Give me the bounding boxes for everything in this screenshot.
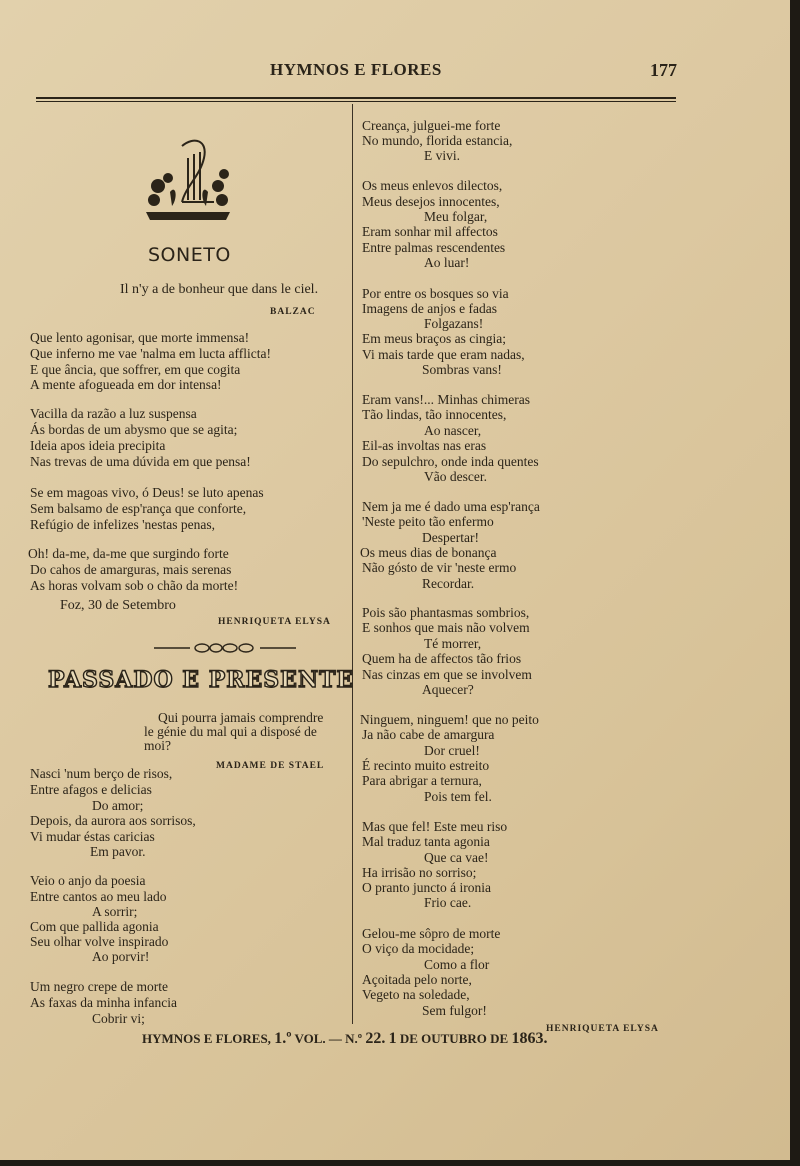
footer-journal: HYMNOS E FLORES, [142, 1031, 271, 1046]
passado-line: Do sepulchro, onde inda quentes [362, 454, 539, 469]
passado-line: Em meus braços as cingia; [362, 331, 506, 346]
harp-emblem-icon [142, 136, 234, 224]
soneto-line: Que inferno me vae 'nalma em lucta afflicta! [30, 346, 271, 361]
soneto-line: Do cahos de amarguras, mais serenas [30, 562, 232, 577]
passado-line: Imagens de anjos e fadas [362, 301, 497, 316]
passado-line: Ja não cabe de amargura [362, 727, 495, 742]
footer-date-text: DE OUTUBRO DE [399, 1031, 509, 1046]
soneto-line: Ideia apos ideia precipita [30, 438, 166, 453]
passado-line: Ha irrisão no sorriso; [362, 865, 477, 880]
soneto-line: E que ância, que soffrer, em que cogita [30, 362, 241, 377]
passado-line: No mundo, florida estancia, [362, 133, 513, 148]
soneto-epigraph: Il n'y a de bonheur que dans le ciel. [120, 282, 319, 297]
soneto-place-date: Foz, 30 de Setembro [60, 598, 176, 613]
passado-line: Eram sonhar mil affectos [362, 224, 498, 239]
passado-line: Depois, da aurora aos sorrisos, [30, 813, 196, 828]
passado-line: Como a flor [424, 957, 490, 972]
passado-line: Açoitada pelo norte, [362, 972, 472, 987]
passado-line: Nas cinzas em que se involvem [362, 667, 532, 682]
footer-imprint [142, 1030, 547, 1048]
passado-epigraph-line: Qui pourra jamais comprendre [158, 710, 324, 725]
soneto-line: Refúgio de infelizes 'nestas penas, [30, 517, 215, 532]
passado-line: Sem fulgor! [422, 1003, 487, 1018]
passado-title: PASSADO E PRESENTE [48, 667, 355, 693]
passado-line: Folgazans! [424, 316, 484, 331]
soneto-title: SONETO [148, 244, 231, 266]
passado-line: Pois são phantasmas sombrios, [362, 605, 530, 620]
passado-epigraph-line: moi? [144, 738, 171, 753]
passado-line: Um negro crepe de morte [30, 979, 168, 994]
passado-line: Vão descer. [424, 469, 487, 484]
passado-line: Os meus enlevos dilectos, [362, 178, 503, 193]
passado-line: Ao porvir! [92, 949, 150, 964]
passado-line: Veio o anjo da poesia [30, 873, 146, 888]
soneto-line: As horas volvam sob o chão da morte! [30, 578, 239, 593]
passado-line: Ninguem, ninguem! que no peito [360, 712, 539, 727]
passado-line: Eram vans!... Minhas chimeras [362, 392, 530, 407]
passado-line: Do amor; [92, 798, 144, 813]
footer-volume-num: 1.º [274, 1030, 292, 1047]
soneto-line: Se em magoas vivo, ó Deus! se luto apenas [30, 485, 264, 500]
passado-line: Meus desejos innocentes, [362, 194, 500, 209]
passado-line: 'Neste peito tão enfermo [362, 514, 494, 529]
passado-line: Quem ha de affectos tão frios [362, 651, 522, 666]
passado-line: Em pavor. [90, 844, 146, 859]
passado-line: Ao nascer, [424, 423, 482, 438]
passado-line: As faxas da minha infancia [30, 995, 177, 1010]
passado-signature: HENRIQUETA ELYSA [546, 1024, 659, 1034]
passado-line: E vivi. [424, 148, 460, 163]
passado-line: Té morrer, [424, 636, 482, 651]
soneto-signature: HENRIQUETA ELYSA [218, 617, 331, 627]
passado-line: Meu folgar, [424, 209, 488, 224]
passado-line: Com que pallida agonia [30, 919, 159, 934]
passado-line: Despertar! [422, 530, 479, 545]
passado-line: Para abrigar a ternura, [362, 773, 482, 788]
passado-epigraph-line: le génie du mal qui a disposé de [144, 724, 317, 739]
passado-line: Mal traduz tanta agonia [362, 834, 490, 849]
passado-line: Sombras vans! [422, 362, 502, 377]
soneto-line: A mente afogueada em dor intensa! [30, 377, 222, 392]
passado-line: É recinto muito estreito [362, 758, 490, 773]
footer-date-year: 1863. [511, 1030, 548, 1047]
passado-line: Aquecer? [422, 682, 474, 697]
passado-line: Nem ja me é dado uma esp'rança [362, 499, 540, 514]
passado-line: Gelou-me sôpro de morte [362, 926, 501, 941]
running-head-title: HYMNOS E FLORES [270, 60, 442, 79]
footer-date-day: 1 [388, 1030, 397, 1047]
soneto-line: Que lento agonisar, que morte immensa! [30, 330, 250, 345]
passado-line: Os meus dias de bonança [360, 545, 497, 560]
passado-line: Nasci 'num berço de risos, [30, 766, 173, 781]
passado-line: Seu olhar volve inspirado [30, 934, 169, 949]
column-divider [352, 104, 353, 1024]
passado-line: Tão lindas, tão innocentes, [362, 407, 507, 422]
soneto-line: Sem balsamo de esp'rança que conforte, [30, 501, 247, 516]
passado-line: Por entre os bosques so via [362, 286, 509, 301]
passado-line: O pranto juncto á ironia [362, 880, 491, 895]
passado-line: Cobrir vi; [92, 1011, 145, 1026]
soneto-epigraph-author: BALZAC [270, 307, 316, 317]
passado-line: Vi mais tarde que eram nadas, [362, 347, 525, 362]
passado-line: Entre cantos ao meu lado [30, 889, 167, 904]
passado-line: Que ca vae! [424, 850, 489, 865]
soneto-line: Vacilla da razão a luz suspensa [30, 406, 197, 421]
header-rule-thin [36, 101, 676, 102]
passado-line: Creança, julguei-me forte [362, 118, 501, 133]
passado-line: Frio cae. [424, 895, 472, 910]
passado-line: Mas que fel! Este meu riso [362, 819, 508, 834]
passado-line: Ao luar! [424, 255, 470, 270]
passado-line: Dor cruel! [424, 743, 480, 758]
passado-line: Vi mudar éstas caricias [30, 829, 155, 844]
passado-line: O viço da mocidade; [362, 941, 475, 956]
ornament-divider-icon [150, 642, 300, 654]
footer-volume-label: VOL. — N.º [294, 1031, 363, 1046]
page-number: 177 [650, 60, 677, 80]
passado-line: E sonhos que mais não volvem [362, 620, 530, 635]
passado-line: Vegeto na soledade, [362, 987, 470, 1002]
header-rule [36, 97, 676, 99]
passado-line: Entre afagos e delicias [30, 782, 152, 797]
passado-line: Entre palmas rescendentes [362, 240, 506, 255]
soneto-line: Oh! da-me, da-me que surgindo forte [28, 546, 229, 561]
passado-epigraph-author: MADAME DE STAEL [216, 761, 325, 771]
passado-line: A sorrir; [92, 904, 138, 919]
passado-line: Recordar. [422, 576, 475, 591]
soneto-line: Nas trevas de uma dúvida em que pensa! [30, 454, 251, 469]
passado-line: Pois tem fel. [424, 789, 492, 804]
passado-line: Eil-as involtas nas eras [362, 438, 487, 453]
passado-line: Não gósto de vir 'neste ermo [362, 560, 517, 575]
soneto-line: Ás bordas de um abysmo que se agita; [30, 422, 238, 437]
footer-issue-num: 22. [365, 1030, 386, 1047]
